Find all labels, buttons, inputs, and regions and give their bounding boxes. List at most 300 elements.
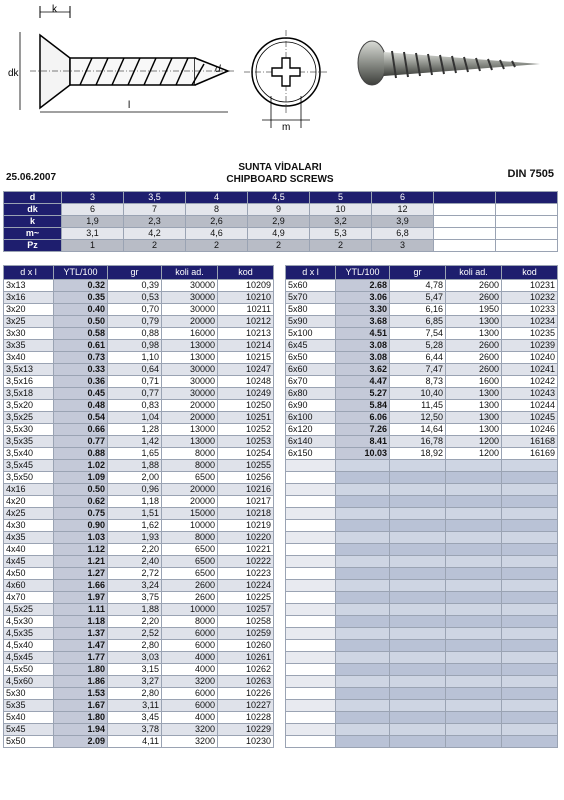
- table-cell: 30000: [162, 304, 218, 316]
- table-cell: 10000: [162, 520, 218, 532]
- table-row: [286, 364, 558, 376]
- table-cell: 10245: [502, 412, 558, 424]
- table-cell: [390, 652, 446, 664]
- table-row: [286, 412, 558, 424]
- table-row: [286, 496, 558, 508]
- table-cell: 3x20: [4, 304, 54, 316]
- spec-cell: 3,1: [62, 228, 124, 240]
- table-cell: [446, 556, 502, 568]
- table-row: [4, 568, 274, 580]
- table-cell: 3.08: [336, 340, 390, 352]
- table-cell: 4,5x45: [4, 652, 54, 664]
- table-cell: [390, 460, 446, 472]
- table-cell: [502, 616, 558, 628]
- spec-cell: 2: [248, 240, 310, 252]
- table-cell: [502, 604, 558, 616]
- table-row: [4, 484, 274, 496]
- table-cell: [336, 532, 390, 544]
- price-table-right: [285, 265, 558, 748]
- table-cell: [286, 652, 336, 664]
- table-cell: 4,5x30: [4, 616, 54, 628]
- table-cell: [390, 724, 446, 736]
- table-cell: 2,00: [108, 472, 162, 484]
- table-row: [286, 316, 558, 328]
- table-row: [286, 676, 558, 688]
- table-cell: 1.67: [54, 700, 108, 712]
- screw-technical-drawings: [0, 0, 564, 150]
- table-cell: [336, 520, 390, 532]
- table-cell: 2,72: [108, 568, 162, 580]
- spec-cell: 4,2: [124, 228, 186, 240]
- table-cell: 0,64: [108, 364, 162, 376]
- table-cell: 6x50: [286, 352, 336, 364]
- table-row: [286, 628, 558, 640]
- table-row: [4, 400, 274, 412]
- table-cell: 10239: [502, 340, 558, 352]
- table-cell: [286, 736, 336, 748]
- table-cell: 3,24: [108, 580, 162, 592]
- spec-row-label: k: [4, 216, 62, 228]
- spec-cell: 1,9: [62, 216, 124, 228]
- column-header: d x l: [286, 266, 336, 280]
- table-cell: [502, 532, 558, 544]
- table-cell: 6x100: [286, 412, 336, 424]
- table-cell: 3,11: [108, 700, 162, 712]
- table-cell: [502, 484, 558, 496]
- table-cell: 10255: [218, 460, 274, 472]
- table-cell: [502, 460, 558, 472]
- table-cell: 6x90: [286, 400, 336, 412]
- table-cell: 2,20: [108, 616, 162, 628]
- table-cell: 3x13: [4, 280, 54, 292]
- table-cell: 1.77: [54, 652, 108, 664]
- table-row: [286, 532, 558, 544]
- table-cell: 0.33: [54, 364, 108, 376]
- table-cell: [336, 640, 390, 652]
- table-cell: [390, 712, 446, 724]
- table-cell: [286, 640, 336, 652]
- table-cell: 5,28: [390, 340, 446, 352]
- table-cell: [390, 556, 446, 568]
- table-row: [4, 376, 274, 388]
- dimension-spec-table: [3, 191, 558, 252]
- table-cell: [390, 484, 446, 496]
- table-cell: [286, 472, 336, 484]
- table-row: [286, 340, 558, 352]
- table-row: [4, 700, 274, 712]
- table-cell: 3.68: [336, 316, 390, 328]
- table-cell: 10247: [218, 364, 274, 376]
- table-cell: [286, 484, 336, 496]
- table-cell: 1.86: [54, 676, 108, 688]
- spec-cell: 2: [124, 240, 186, 252]
- table-cell: [390, 496, 446, 508]
- table-cell: [390, 580, 446, 592]
- table-cell: 6x150: [286, 448, 336, 460]
- table-cell: 4,5x40: [4, 640, 54, 652]
- table-cell: [446, 652, 502, 664]
- column-header: gr: [390, 266, 446, 280]
- table-cell: 6x45: [286, 340, 336, 352]
- table-cell: [286, 616, 336, 628]
- table-cell: 7,54: [390, 328, 446, 340]
- table-cell: 2,80: [108, 688, 162, 700]
- table-cell: [286, 712, 336, 724]
- table-cell: [336, 580, 390, 592]
- table-row: [286, 736, 558, 748]
- table-cell: 1950: [446, 304, 502, 316]
- table-cell: 10254: [218, 448, 274, 460]
- table-cell: 0.50: [54, 484, 108, 496]
- table-cell: 5.27: [336, 388, 390, 400]
- spec-row: [4, 204, 558, 216]
- spec-cell: 2: [310, 240, 372, 252]
- table-row: [286, 664, 558, 676]
- table-cell: 10258: [218, 616, 274, 628]
- table-cell: 3,5x45: [4, 460, 54, 472]
- table-cell: [446, 568, 502, 580]
- table-cell: 6000: [162, 688, 218, 700]
- table-cell: [446, 640, 502, 652]
- table-cell: [336, 496, 390, 508]
- table-cell: 4000: [162, 664, 218, 676]
- table-cell: [336, 736, 390, 748]
- spec-cell: 6: [372, 192, 434, 204]
- table-cell: 30000: [162, 280, 218, 292]
- title-english: CHIPBOARD SCREWS: [226, 174, 334, 185]
- table-cell: 10231: [502, 280, 558, 292]
- table-cell: [390, 544, 446, 556]
- table-cell: 10260: [218, 640, 274, 652]
- table-cell: [502, 556, 558, 568]
- table-row: [286, 508, 558, 520]
- table-row: [4, 688, 274, 700]
- spec-cell: 7: [124, 204, 186, 216]
- table-cell: [336, 712, 390, 724]
- table-cell: 3.08: [336, 352, 390, 364]
- table-row: [286, 400, 558, 412]
- table-cell: 4,78: [390, 280, 446, 292]
- table-cell: 6500: [162, 544, 218, 556]
- table-cell: 3x25: [4, 316, 54, 328]
- table-cell: 3.30: [336, 304, 390, 316]
- table-cell: 1300: [446, 316, 502, 328]
- table-cell: 10235: [502, 328, 558, 340]
- table-row: [4, 580, 274, 592]
- table-cell: 1.47: [54, 640, 108, 652]
- table-cell: 10249: [218, 388, 274, 400]
- table-row: [286, 280, 558, 292]
- table-cell: 10223: [218, 568, 274, 580]
- table-cell: 14,64: [390, 424, 446, 436]
- spec-cell: 3: [62, 192, 124, 204]
- table-cell: 15000: [162, 508, 218, 520]
- table-cell: [390, 520, 446, 532]
- table-cell: [502, 568, 558, 580]
- table-cell: 30000: [162, 364, 218, 376]
- table-cell: 6x80: [286, 388, 336, 400]
- table-cell: 1.53: [54, 688, 108, 700]
- table-cell: 10214: [218, 340, 274, 352]
- table-cell: 5x80: [286, 304, 336, 316]
- table-cell: 10225: [218, 592, 274, 604]
- table-cell: 6x140: [286, 436, 336, 448]
- table-cell: 3200: [162, 676, 218, 688]
- table-cell: [502, 736, 558, 748]
- table-row: [286, 652, 558, 664]
- table-cell: 6.06: [336, 412, 390, 424]
- column-header: kod: [218, 266, 274, 280]
- spec-cell: 4,6: [186, 228, 248, 240]
- table-cell: 3,5x30: [4, 424, 54, 436]
- table-cell: 10,40: [390, 388, 446, 400]
- spec-empty-cell: [496, 240, 558, 252]
- table-cell: 3,5x20: [4, 400, 54, 412]
- table-row: [286, 712, 558, 724]
- table-row: [4, 592, 274, 604]
- table-cell: 4x40: [4, 544, 54, 556]
- table-row: [286, 484, 558, 496]
- table-cell: 10226: [218, 688, 274, 700]
- table-cell: [286, 520, 336, 532]
- table-cell: [390, 700, 446, 712]
- table-cell: [390, 664, 446, 676]
- table-cell: 3,78: [108, 724, 162, 736]
- table-cell: 1300: [446, 328, 502, 340]
- table-cell: [446, 700, 502, 712]
- table-cell: 6,16: [390, 304, 446, 316]
- table-cell: 8.41: [336, 436, 390, 448]
- table-cell: 6500: [162, 472, 218, 484]
- table-cell: 1.37: [54, 628, 108, 640]
- table-cell: [336, 652, 390, 664]
- table-row: [4, 520, 274, 532]
- table-cell: 6x70: [286, 376, 336, 388]
- table-cell: 5x70: [286, 292, 336, 304]
- table-row: [4, 604, 274, 616]
- table-row: [4, 316, 274, 328]
- table-cell: 1,88: [108, 604, 162, 616]
- table-row: [4, 436, 274, 448]
- table-cell: 0,83: [108, 400, 162, 412]
- table-cell: 1.27: [54, 568, 108, 580]
- table-row: [4, 652, 274, 664]
- table-cell: 18,92: [390, 448, 446, 460]
- table-cell: 20000: [162, 316, 218, 328]
- table-cell: 0,53: [108, 292, 162, 304]
- table-cell: [286, 604, 336, 616]
- catalog-title: [180, 162, 380, 186]
- table-cell: [502, 580, 558, 592]
- table-cell: 3,75: [108, 592, 162, 604]
- table-cell: 10221: [218, 544, 274, 556]
- table-cell: 3,5x25: [4, 412, 54, 424]
- table-cell: [446, 520, 502, 532]
- spec-cell: 3: [372, 240, 434, 252]
- table-cell: 3,5x18: [4, 388, 54, 400]
- table-cell: [390, 688, 446, 700]
- table-cell: [446, 676, 502, 688]
- table-cell: 10246: [502, 424, 558, 436]
- table-cell: 3x35: [4, 340, 54, 352]
- table-cell: 4x20: [4, 496, 54, 508]
- table-cell: 0,71: [108, 376, 162, 388]
- table-cell: 8,73: [390, 376, 446, 388]
- table-cell: [446, 592, 502, 604]
- table-row: [286, 448, 558, 460]
- column-header: d x l: [4, 266, 54, 280]
- table-cell: [502, 544, 558, 556]
- table-cell: 1.66: [54, 580, 108, 592]
- table-cell: 2600: [446, 364, 502, 376]
- table-cell: [446, 484, 502, 496]
- table-row: [4, 472, 274, 484]
- table-cell: 4000: [162, 712, 218, 724]
- table-row: [4, 712, 274, 724]
- table-cell: 10227: [218, 700, 274, 712]
- table-cell: [336, 616, 390, 628]
- table-cell: 5x45: [4, 724, 54, 736]
- table-cell: 7.26: [336, 424, 390, 436]
- table-cell: [502, 508, 558, 520]
- table-row: [286, 328, 558, 340]
- table-cell: [446, 532, 502, 544]
- table-cell: 0,79: [108, 316, 162, 328]
- spec-empty-cell: [434, 216, 496, 228]
- table-cell: 0.62: [54, 496, 108, 508]
- table-cell: 10243: [502, 388, 558, 400]
- table-cell: [390, 592, 446, 604]
- table-cell: 10262: [218, 664, 274, 676]
- table-cell: 10251: [218, 412, 274, 424]
- table-cell: 10220: [218, 532, 274, 544]
- table-cell: 3.06: [336, 292, 390, 304]
- table-cell: 6500: [162, 556, 218, 568]
- table-cell: 1.12: [54, 544, 108, 556]
- spec-cell: 4: [186, 192, 248, 204]
- spec-cell: 8: [186, 204, 248, 216]
- table-cell: 10210: [218, 292, 274, 304]
- table-cell: [336, 508, 390, 520]
- spec-cell: 6: [62, 204, 124, 216]
- table-row: [4, 544, 274, 556]
- table-cell: 5x40: [4, 712, 54, 724]
- table-cell: [286, 544, 336, 556]
- table-cell: [446, 460, 502, 472]
- table-cell: [336, 724, 390, 736]
- table-cell: [502, 664, 558, 676]
- table-cell: 4,5x25: [4, 604, 54, 616]
- table-cell: 4x45: [4, 556, 54, 568]
- table-cell: [390, 568, 446, 580]
- table-cell: [336, 604, 390, 616]
- table-cell: [336, 484, 390, 496]
- table-header-row: [4, 266, 274, 280]
- column-header: YTL/100: [336, 266, 390, 280]
- table-row: [286, 724, 558, 736]
- table-cell: 1.80: [54, 664, 108, 676]
- table-cell: 12,50: [390, 412, 446, 424]
- spec-row-label: m~: [4, 228, 62, 240]
- table-cell: 1.02: [54, 460, 108, 472]
- table-row: [286, 604, 558, 616]
- table-row: [286, 460, 558, 472]
- table-cell: 16169: [502, 448, 558, 460]
- column-header: gr: [108, 266, 162, 280]
- table-row: [4, 556, 274, 568]
- table-cell: 13000: [162, 352, 218, 364]
- table-row: [286, 616, 558, 628]
- table-cell: [286, 664, 336, 676]
- table-row: [286, 388, 558, 400]
- table-row: [4, 616, 274, 628]
- table-cell: 4x35: [4, 532, 54, 544]
- table-cell: [502, 688, 558, 700]
- table-cell: 3,5x40: [4, 448, 54, 460]
- table-cell: [390, 616, 446, 628]
- table-cell: [502, 652, 558, 664]
- table-cell: 2600: [162, 592, 218, 604]
- table-cell: 13000: [162, 436, 218, 448]
- table-cell: [390, 472, 446, 484]
- spec-row: [4, 240, 558, 252]
- spec-cell: 3,9: [372, 216, 434, 228]
- table-row: [4, 448, 274, 460]
- table-cell: 10248: [218, 376, 274, 388]
- table-cell: [286, 580, 336, 592]
- table-cell: [286, 508, 336, 520]
- table-cell: 4,5x60: [4, 676, 54, 688]
- table-cell: [502, 700, 558, 712]
- din-standard: DIN 7505: [507, 168, 554, 180]
- spec-empty-cell: [434, 228, 496, 240]
- table-row: [286, 472, 558, 484]
- table-cell: [336, 664, 390, 676]
- table-cell: 3,5x13: [4, 364, 54, 376]
- table-cell: 0.36: [54, 376, 108, 388]
- screw-head-front-view-drawing: [244, 30, 328, 133]
- table-row: [286, 352, 558, 364]
- table-cell: 5x60: [286, 280, 336, 292]
- spec-row: [4, 228, 558, 240]
- table-cell: 13000: [162, 424, 218, 436]
- table-cell: 5x100: [286, 328, 336, 340]
- spec-cell: 4,5: [248, 192, 310, 204]
- table-cell: 8000: [162, 532, 218, 544]
- table-cell: [502, 640, 558, 652]
- table-cell: 20000: [162, 412, 218, 424]
- table-cell: 4,11: [108, 736, 162, 748]
- table-cell: 5x35: [4, 700, 54, 712]
- table-cell: 1,65: [108, 448, 162, 460]
- table-cell: 10222: [218, 556, 274, 568]
- table-cell: 0.66: [54, 424, 108, 436]
- spec-empty-cell: [434, 192, 496, 204]
- table-cell: 1.11: [54, 604, 108, 616]
- table-cell: 3,03: [108, 652, 162, 664]
- table-row: [4, 664, 274, 676]
- table-row: [4, 508, 274, 520]
- table-cell: [286, 592, 336, 604]
- table-cell: [286, 532, 336, 544]
- table-cell: [502, 472, 558, 484]
- table-cell: [502, 724, 558, 736]
- table-cell: 10241: [502, 364, 558, 376]
- table-cell: [446, 496, 502, 508]
- table-cell: 2,80: [108, 640, 162, 652]
- spec-cell: 12: [372, 204, 434, 216]
- table-cell: 2,40: [108, 556, 162, 568]
